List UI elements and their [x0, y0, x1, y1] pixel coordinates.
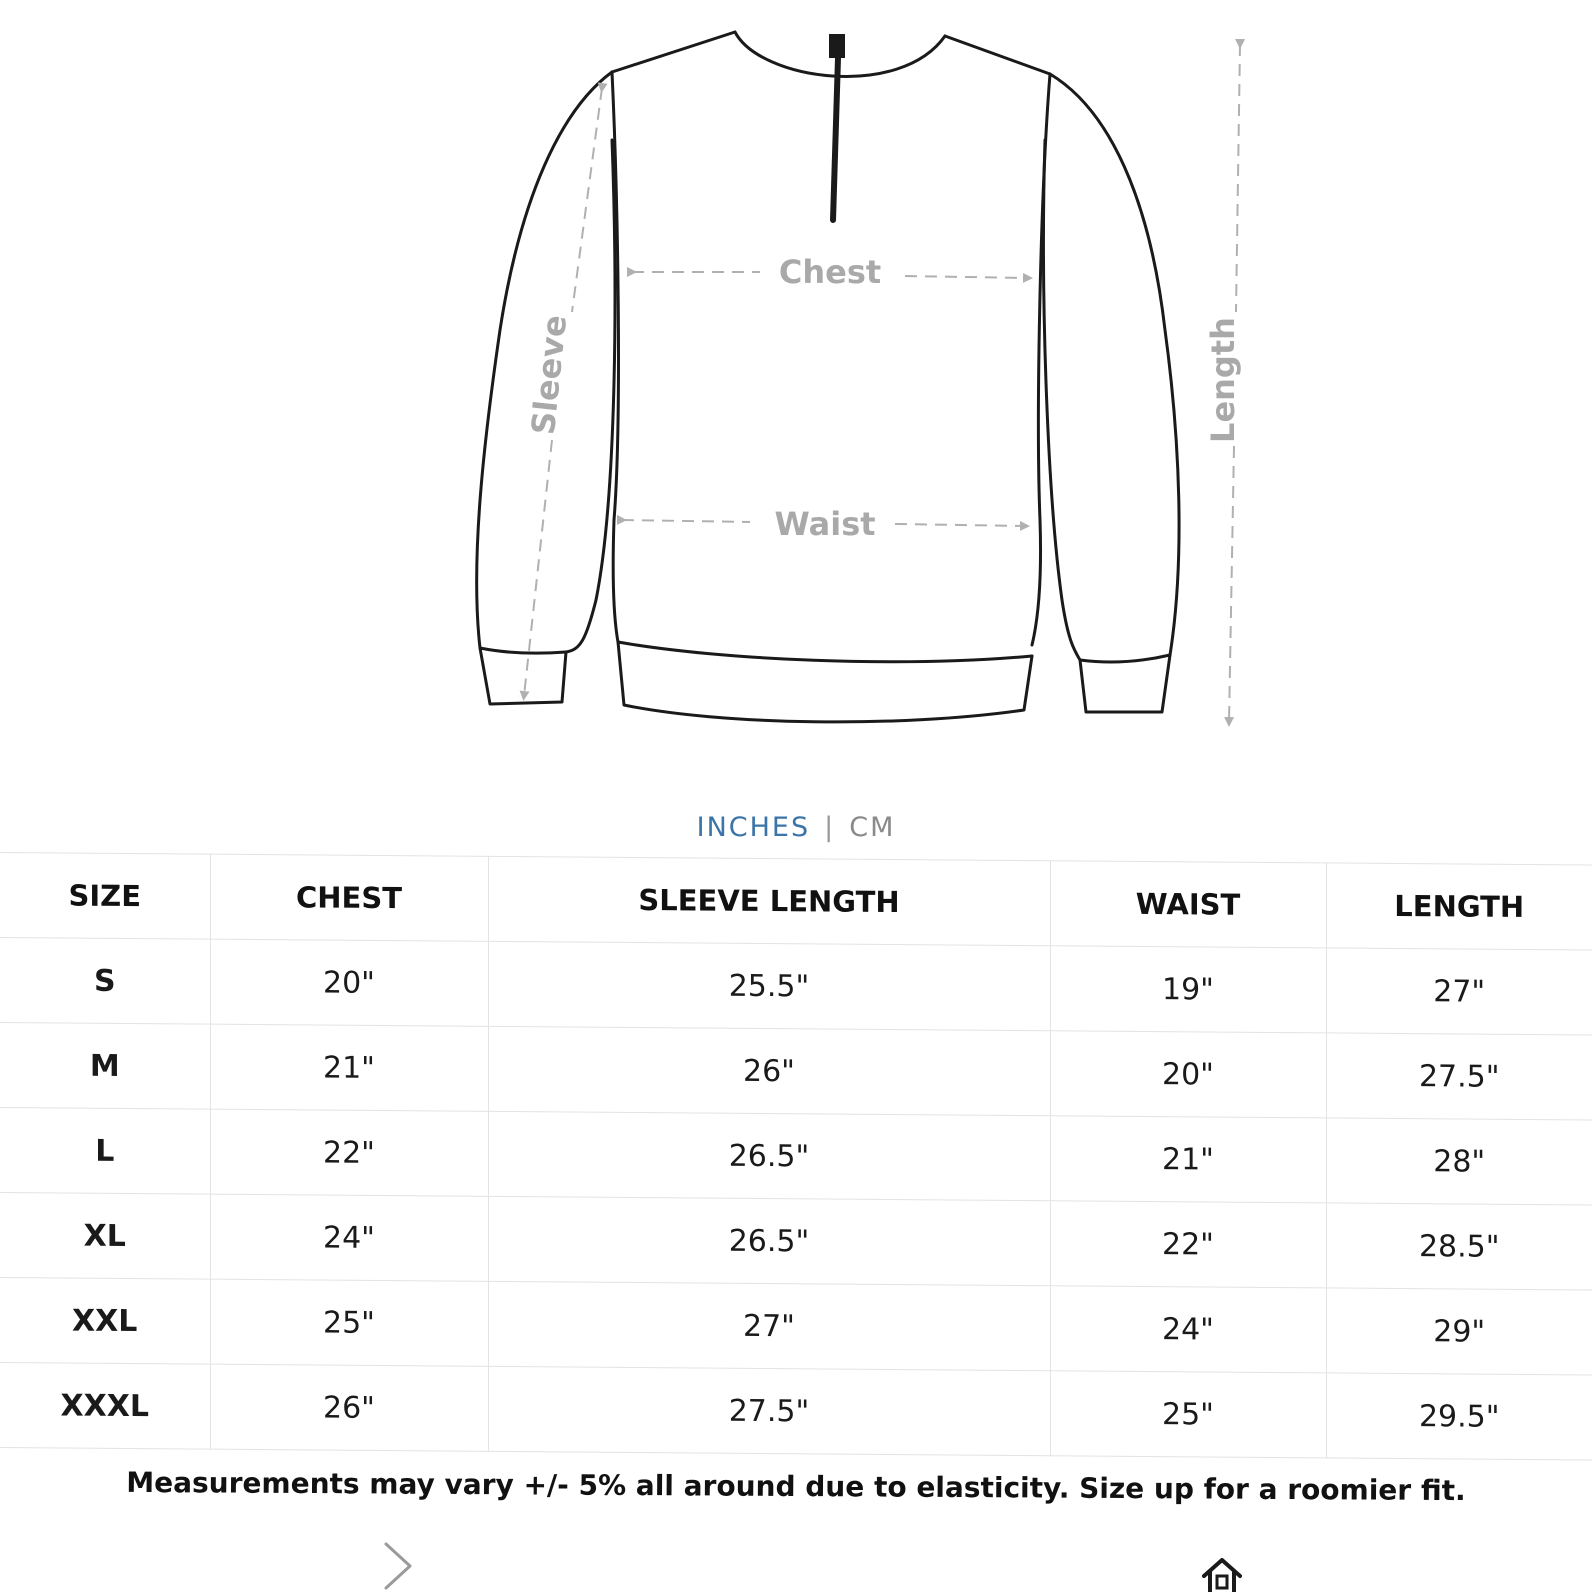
sleeve-length-cell: 26" [488, 1026, 1050, 1115]
header-waist: WAIST [1050, 861, 1326, 948]
size-cell: L [0, 1108, 210, 1195]
unit-toggle [0, 812, 1592, 843]
chest-cell: 21" [210, 1024, 488, 1111]
sleeve-length-cell: 26.5" [488, 1196, 1050, 1285]
table-row [0, 1278, 1592, 1376]
unit-inches-option[interactable]: INCHES [696, 812, 811, 843]
sweater-measurement-diagram [0, 0, 1592, 760]
sleeve-length-cell: 27.5" [488, 1366, 1050, 1455]
length-cell: 27" [1326, 948, 1592, 1035]
table-header-row [0, 853, 1592, 951]
length-cell: 29" [1326, 1288, 1592, 1375]
length-cell: 29.5" [1326, 1373, 1592, 1460]
length-cell: 28" [1326, 1118, 1592, 1205]
header-size: SIZE [0, 853, 210, 940]
size-cell: XXL [0, 1278, 210, 1365]
table-row [0, 1363, 1592, 1461]
table-row [0, 938, 1592, 1036]
chest-cell: 20" [210, 939, 488, 1026]
chest-cell: 24" [210, 1194, 488, 1281]
sweater-outline [477, 32, 1179, 722]
chest-label: Chest [778, 253, 882, 291]
unit-cm-option[interactable]: CM [849, 812, 896, 843]
table-row [0, 1193, 1592, 1291]
waist-cell: 25" [1050, 1371, 1326, 1458]
home-icon[interactable] [1200, 1556, 1244, 1592]
size-chart-table [0, 852, 1592, 1461]
table-row [0, 1023, 1592, 1121]
length-cell: 27.5" [1326, 1033, 1592, 1120]
sleeve-length-cell: 26.5" [488, 1111, 1050, 1200]
unit-separator: | [824, 812, 836, 843]
header-length: LENGTH [1326, 863, 1592, 950]
measurement-footnote: Measurements may vary +/- 5% all around due to elasticity. Size up for a roomier fit. [126, 1465, 1466, 1508]
chest-cell: 22" [210, 1109, 488, 1196]
sleeve-length-cell: 25.5" [488, 941, 1050, 1030]
chevron-right-icon[interactable] [378, 1540, 418, 1592]
waist-cell: 22" [1050, 1201, 1326, 1288]
table-row [0, 1108, 1592, 1206]
zipper [829, 34, 845, 220]
waist-label: Waist [774, 505, 876, 543]
size-cell: M [0, 1023, 210, 1110]
header-sleeve-length: SLEEVE LENGTH [488, 856, 1050, 945]
sleeve-length-cell: 27" [488, 1281, 1050, 1370]
chest-cell: 26" [210, 1364, 488, 1451]
length-cell: 28.5" [1326, 1203, 1592, 1290]
length-label: Length [1204, 317, 1242, 443]
waist-cell: 19" [1050, 946, 1326, 1033]
size-cell: XL [0, 1193, 210, 1280]
sleeve-label: Sleeve [523, 313, 575, 437]
chest-cell: 25" [210, 1279, 488, 1366]
waist-cell: 24" [1050, 1286, 1326, 1373]
size-cell: S [0, 938, 210, 1025]
header-chest: CHEST [210, 854, 488, 941]
waist-cell: 20" [1050, 1031, 1326, 1118]
waist-cell: 21" [1050, 1116, 1326, 1203]
size-cell: XXXL [0, 1363, 210, 1450]
